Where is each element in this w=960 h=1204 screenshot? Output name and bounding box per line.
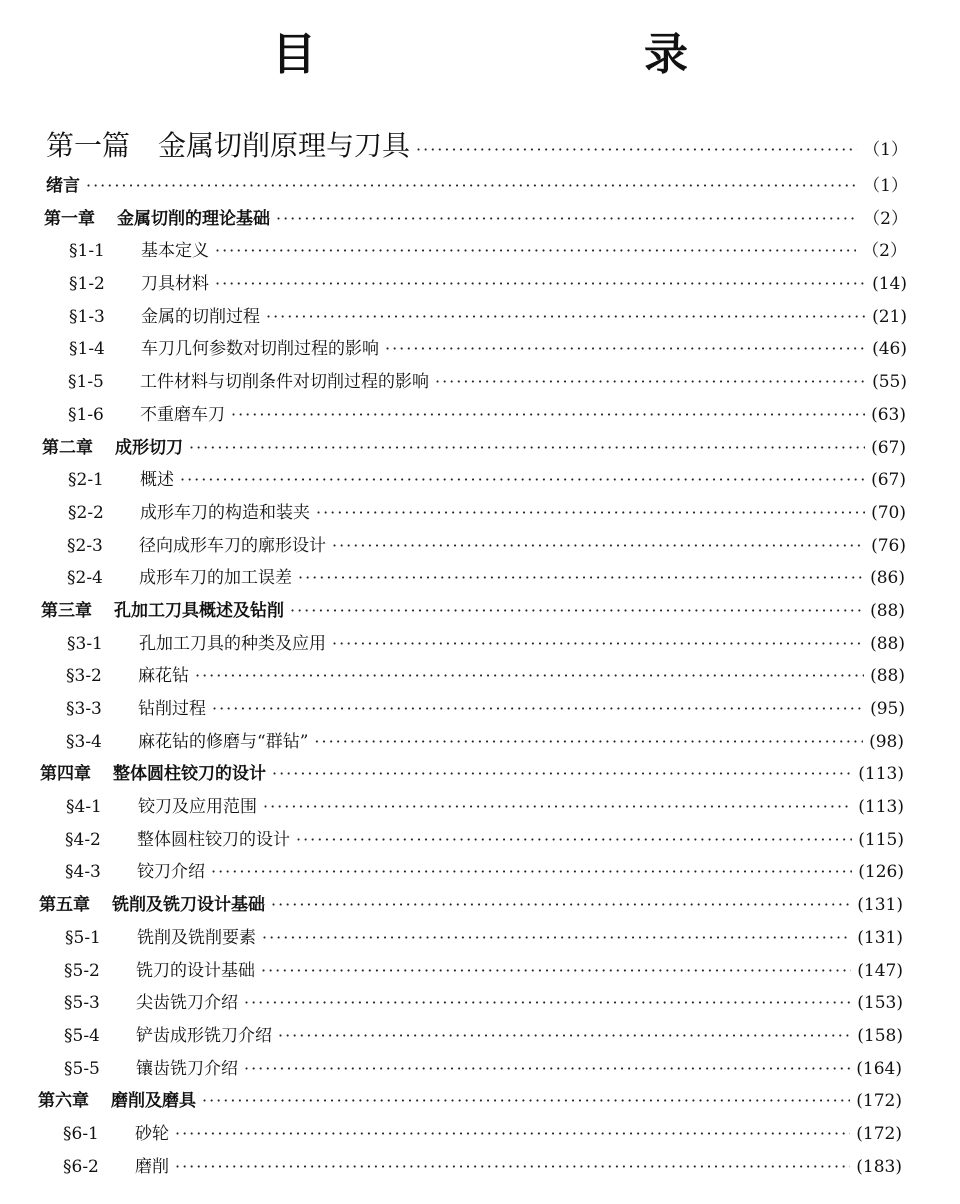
toc-page-number: (55) xyxy=(872,372,907,393)
toc-number: §6-2 xyxy=(63,1156,99,1177)
dot-leader xyxy=(212,693,864,726)
toc-page-number: (131) xyxy=(857,895,903,916)
toc-page-number: (158) xyxy=(857,1025,903,1046)
toc-number: §4-3 xyxy=(65,862,101,883)
toc-page-number: (183) xyxy=(856,1156,902,1177)
toc-label xyxy=(66,660,189,693)
dot-leader xyxy=(86,170,857,203)
dot-leader xyxy=(435,366,866,399)
toc-page-number: (67) xyxy=(871,437,906,458)
toc-title: 磨削 xyxy=(135,1156,169,1177)
toc-label xyxy=(66,791,257,824)
toc-title: 径向成形车刀的廓形设计 xyxy=(139,535,326,556)
toc-label xyxy=(46,122,410,170)
toc-number: §5-1 xyxy=(65,927,101,948)
toc-label xyxy=(65,824,290,857)
toc-page-number: (46) xyxy=(872,339,907,360)
toc-number: §1-1 xyxy=(69,241,105,262)
dot-leader xyxy=(385,333,866,366)
toc-entry-section xyxy=(0,562,960,595)
toc-entry-section xyxy=(0,497,960,530)
toc-number: §1-6 xyxy=(68,404,104,425)
toc-entry-section xyxy=(0,1118,960,1151)
toc-entry-section xyxy=(0,235,960,268)
toc-label xyxy=(69,235,209,268)
toc-page-number: (98) xyxy=(869,731,904,752)
toc-number: §2-3 xyxy=(67,535,103,556)
dot-leader xyxy=(332,628,864,661)
toc-entry-section xyxy=(0,693,960,726)
toc-page-number: （1） xyxy=(863,176,908,196)
dot-leader xyxy=(266,301,866,334)
toc-page-number: (95) xyxy=(870,699,905,719)
toc-title: 磨削及磨具 xyxy=(111,1091,196,1112)
toc-label xyxy=(68,497,310,530)
toc-title: 金属的切削过程 xyxy=(141,306,260,327)
toc-title: 整体圆柱铰刀的设计 xyxy=(137,829,290,850)
toc-title: 成形切刀 xyxy=(115,437,183,458)
toc-label xyxy=(64,955,255,988)
toc-entry-section xyxy=(0,1020,960,1053)
toc-label xyxy=(41,595,284,628)
toc-title: 概述 xyxy=(140,470,174,491)
toc-number: §2-4 xyxy=(67,568,103,589)
dot-leader xyxy=(278,1020,851,1053)
dot-leader xyxy=(175,1118,850,1151)
toc-title: 镶齿铣刀介绍 xyxy=(136,1058,238,1079)
toc-entry-section xyxy=(0,987,960,1020)
toc-label xyxy=(69,268,209,301)
dot-leader xyxy=(296,824,852,857)
toc-page-number: (88) xyxy=(870,666,905,687)
toc-label xyxy=(67,628,326,661)
toc-entry-section xyxy=(0,1151,960,1184)
toc-title: 铣削及铣削要素 xyxy=(137,927,256,948)
toc-title: 铣刀的设计基础 xyxy=(136,960,255,981)
dot-leader xyxy=(195,660,864,693)
dot-leader xyxy=(211,856,852,889)
toc-page-number: (88) xyxy=(870,633,905,654)
toc-title: 孔加工刀具概述及钻削 xyxy=(114,600,284,621)
toc-number: 第五章 xyxy=(39,895,90,916)
toc-title: 整体圆柱铰刀的设计 xyxy=(113,764,266,785)
toc-page-number: (113) xyxy=(858,764,904,785)
toc-number: 第一篇 xyxy=(46,129,131,162)
toc-title: 成形车刀的构造和装夹 xyxy=(140,502,310,523)
toc-page-number: (88) xyxy=(870,600,905,621)
dot-leader xyxy=(180,464,865,497)
toc-entry-section xyxy=(0,824,960,857)
toc-title: 不重磨车刀 xyxy=(140,404,225,425)
dot-leader xyxy=(271,889,851,922)
toc-label xyxy=(40,758,266,791)
toc-label xyxy=(68,399,225,432)
toc-number: §6-1 xyxy=(63,1123,99,1144)
toc-number: 第三章 xyxy=(41,600,92,621)
dot-leader xyxy=(290,595,864,628)
toc-entry-section xyxy=(0,922,960,955)
toc-number: §1-3 xyxy=(69,306,105,327)
toc-page-number: (172) xyxy=(856,1123,902,1144)
toc-entry-section xyxy=(0,301,960,334)
toc-page-number: (153) xyxy=(857,993,903,1014)
dot-leader xyxy=(231,399,865,432)
toc-entry-intro xyxy=(0,170,960,203)
toc-title: 铰刀及应用范围 xyxy=(138,797,257,818)
toc-entry-part xyxy=(0,122,960,170)
toc-label xyxy=(68,464,174,497)
toc-number: §1-4 xyxy=(69,339,105,360)
toc-page-number: （2） xyxy=(862,241,907,262)
toc-label xyxy=(63,1151,169,1184)
toc-label xyxy=(63,1118,169,1151)
toc-entry-section xyxy=(0,464,960,497)
toc-title: 刀具材料 xyxy=(141,274,209,295)
toc-entry-section xyxy=(0,268,960,301)
toc-page-number: (172) xyxy=(856,1091,902,1112)
dot-leader xyxy=(314,726,863,759)
toc-entry-chapter xyxy=(0,432,960,465)
toc-label xyxy=(67,562,292,595)
toc-page-number: （2） xyxy=(863,208,908,229)
dot-leader xyxy=(272,758,852,791)
dot-leader xyxy=(244,1053,850,1086)
dot-leader xyxy=(416,126,857,174)
toc-page-number: (67) xyxy=(871,470,906,491)
toc-title: 基本定义 xyxy=(141,241,209,262)
toc-entry-section xyxy=(0,856,960,889)
toc-title: 铣削及铣刀设计基础 xyxy=(112,895,265,916)
dot-leader xyxy=(244,987,851,1020)
toc-entry-section xyxy=(0,530,960,563)
toc-number: §3-2 xyxy=(66,666,102,687)
toc-entry-chapter xyxy=(0,595,960,628)
toc-title: 成形车刀的加工误差 xyxy=(139,568,292,589)
toc-label xyxy=(65,856,205,889)
toc-title: 钻削过程 xyxy=(138,699,206,719)
toc-page-number: (86) xyxy=(870,568,905,589)
toc-title: 孔加工刀具的种类及应用 xyxy=(139,633,326,654)
toc-number: 第二章 xyxy=(42,437,93,458)
toc-number: §3-3 xyxy=(66,699,102,719)
toc-label xyxy=(64,1053,238,1086)
toc-title: 铲齿成形铣刀介绍 xyxy=(136,1025,272,1046)
toc-page-number: (113) xyxy=(858,797,904,818)
toc-title: 尖齿铣刀介绍 xyxy=(136,993,238,1014)
dot-leader xyxy=(316,497,865,530)
toc-number: §2-1 xyxy=(68,470,104,491)
dot-leader xyxy=(332,530,865,563)
toc-number: §4-1 xyxy=(66,797,102,818)
dot-leader xyxy=(215,235,856,268)
toc-page-number: (76) xyxy=(871,535,906,556)
toc-label xyxy=(44,203,270,236)
toc-entry-chapter xyxy=(0,1085,960,1118)
toc-entry-section xyxy=(0,660,960,693)
toc-title: 工件材料与切削条件对切削过程的影响 xyxy=(140,372,429,393)
toc-page-number: (164) xyxy=(856,1058,902,1079)
toc-entry-chapter xyxy=(0,758,960,791)
toc-page-number: (147) xyxy=(857,960,903,981)
toc-label xyxy=(67,530,326,563)
toc-entry-section xyxy=(0,333,960,366)
toc-entry-section xyxy=(0,628,960,661)
toc-page-number: (63) xyxy=(871,404,906,425)
toc-entry-chapter xyxy=(0,889,960,922)
toc-page-number: (14) xyxy=(872,274,907,295)
page-title: 目 录 xyxy=(272,29,768,80)
toc-label xyxy=(39,889,265,922)
toc-title: 金属切削的理论基础 xyxy=(117,208,270,229)
toc-number: §1-5 xyxy=(68,372,104,393)
toc-label xyxy=(65,922,256,955)
toc-entry-section xyxy=(0,366,960,399)
toc-entry-section xyxy=(0,726,960,759)
toc-label xyxy=(69,333,379,366)
toc-number: §5-3 xyxy=(64,993,100,1014)
table-of-contents xyxy=(0,122,960,1183)
dot-leader xyxy=(189,432,865,465)
toc-page-number: (131) xyxy=(857,927,903,948)
toc-label xyxy=(64,1020,272,1053)
toc-label xyxy=(38,1085,196,1118)
toc-label xyxy=(68,366,429,399)
toc-title: 铰刀介绍 xyxy=(137,862,205,883)
toc-number: §1-2 xyxy=(69,274,105,295)
toc-number: §5-2 xyxy=(64,960,100,981)
toc-number: §3-1 xyxy=(67,633,103,654)
toc-page-number: (115) xyxy=(858,829,904,850)
toc-number: §5-5 xyxy=(64,1058,100,1079)
toc-number: §2-2 xyxy=(68,502,104,523)
toc-page-number: (21) xyxy=(872,306,907,327)
dot-leader xyxy=(276,203,857,236)
toc-entry-section xyxy=(0,955,960,988)
toc-label xyxy=(66,693,206,726)
toc-page-number: (126) xyxy=(858,862,904,883)
toc-entry-section xyxy=(0,1053,960,1086)
dot-leader xyxy=(215,268,866,301)
toc-page-number: (70) xyxy=(871,502,906,523)
toc-label xyxy=(42,432,183,465)
dot-leader xyxy=(175,1151,850,1184)
toc-entry-chapter xyxy=(0,203,960,236)
dot-leader xyxy=(261,955,851,988)
toc-entry-section xyxy=(0,399,960,432)
toc-title: 麻花钻的修磨与“群钻” xyxy=(138,731,309,752)
toc-number: 第六章 xyxy=(38,1091,89,1112)
toc-title: 车刀几何参数对切削过程的影响 xyxy=(141,339,379,360)
toc-title: 金属切削原理与刀具 xyxy=(158,129,411,162)
toc-number: 第四章 xyxy=(40,764,91,785)
toc-number: §4-2 xyxy=(65,829,101,850)
toc-number: 第一章 xyxy=(44,208,95,229)
toc-label xyxy=(66,726,308,759)
toc-label xyxy=(69,301,260,334)
toc-title: 绪言 xyxy=(46,176,80,196)
toc-page-number: （1） xyxy=(863,140,908,160)
toc-number: §3-4 xyxy=(66,731,102,752)
toc-entry-section xyxy=(0,791,960,824)
toc-title: 麻花钻 xyxy=(138,666,189,687)
dot-leader xyxy=(202,1085,850,1118)
toc-number: §5-4 xyxy=(64,1025,100,1046)
dot-leader xyxy=(262,922,851,955)
toc-title: 砂轮 xyxy=(135,1123,169,1144)
dot-leader xyxy=(263,791,852,824)
dot-leader xyxy=(298,562,864,595)
toc-label xyxy=(46,170,80,203)
toc-label xyxy=(64,987,238,1020)
